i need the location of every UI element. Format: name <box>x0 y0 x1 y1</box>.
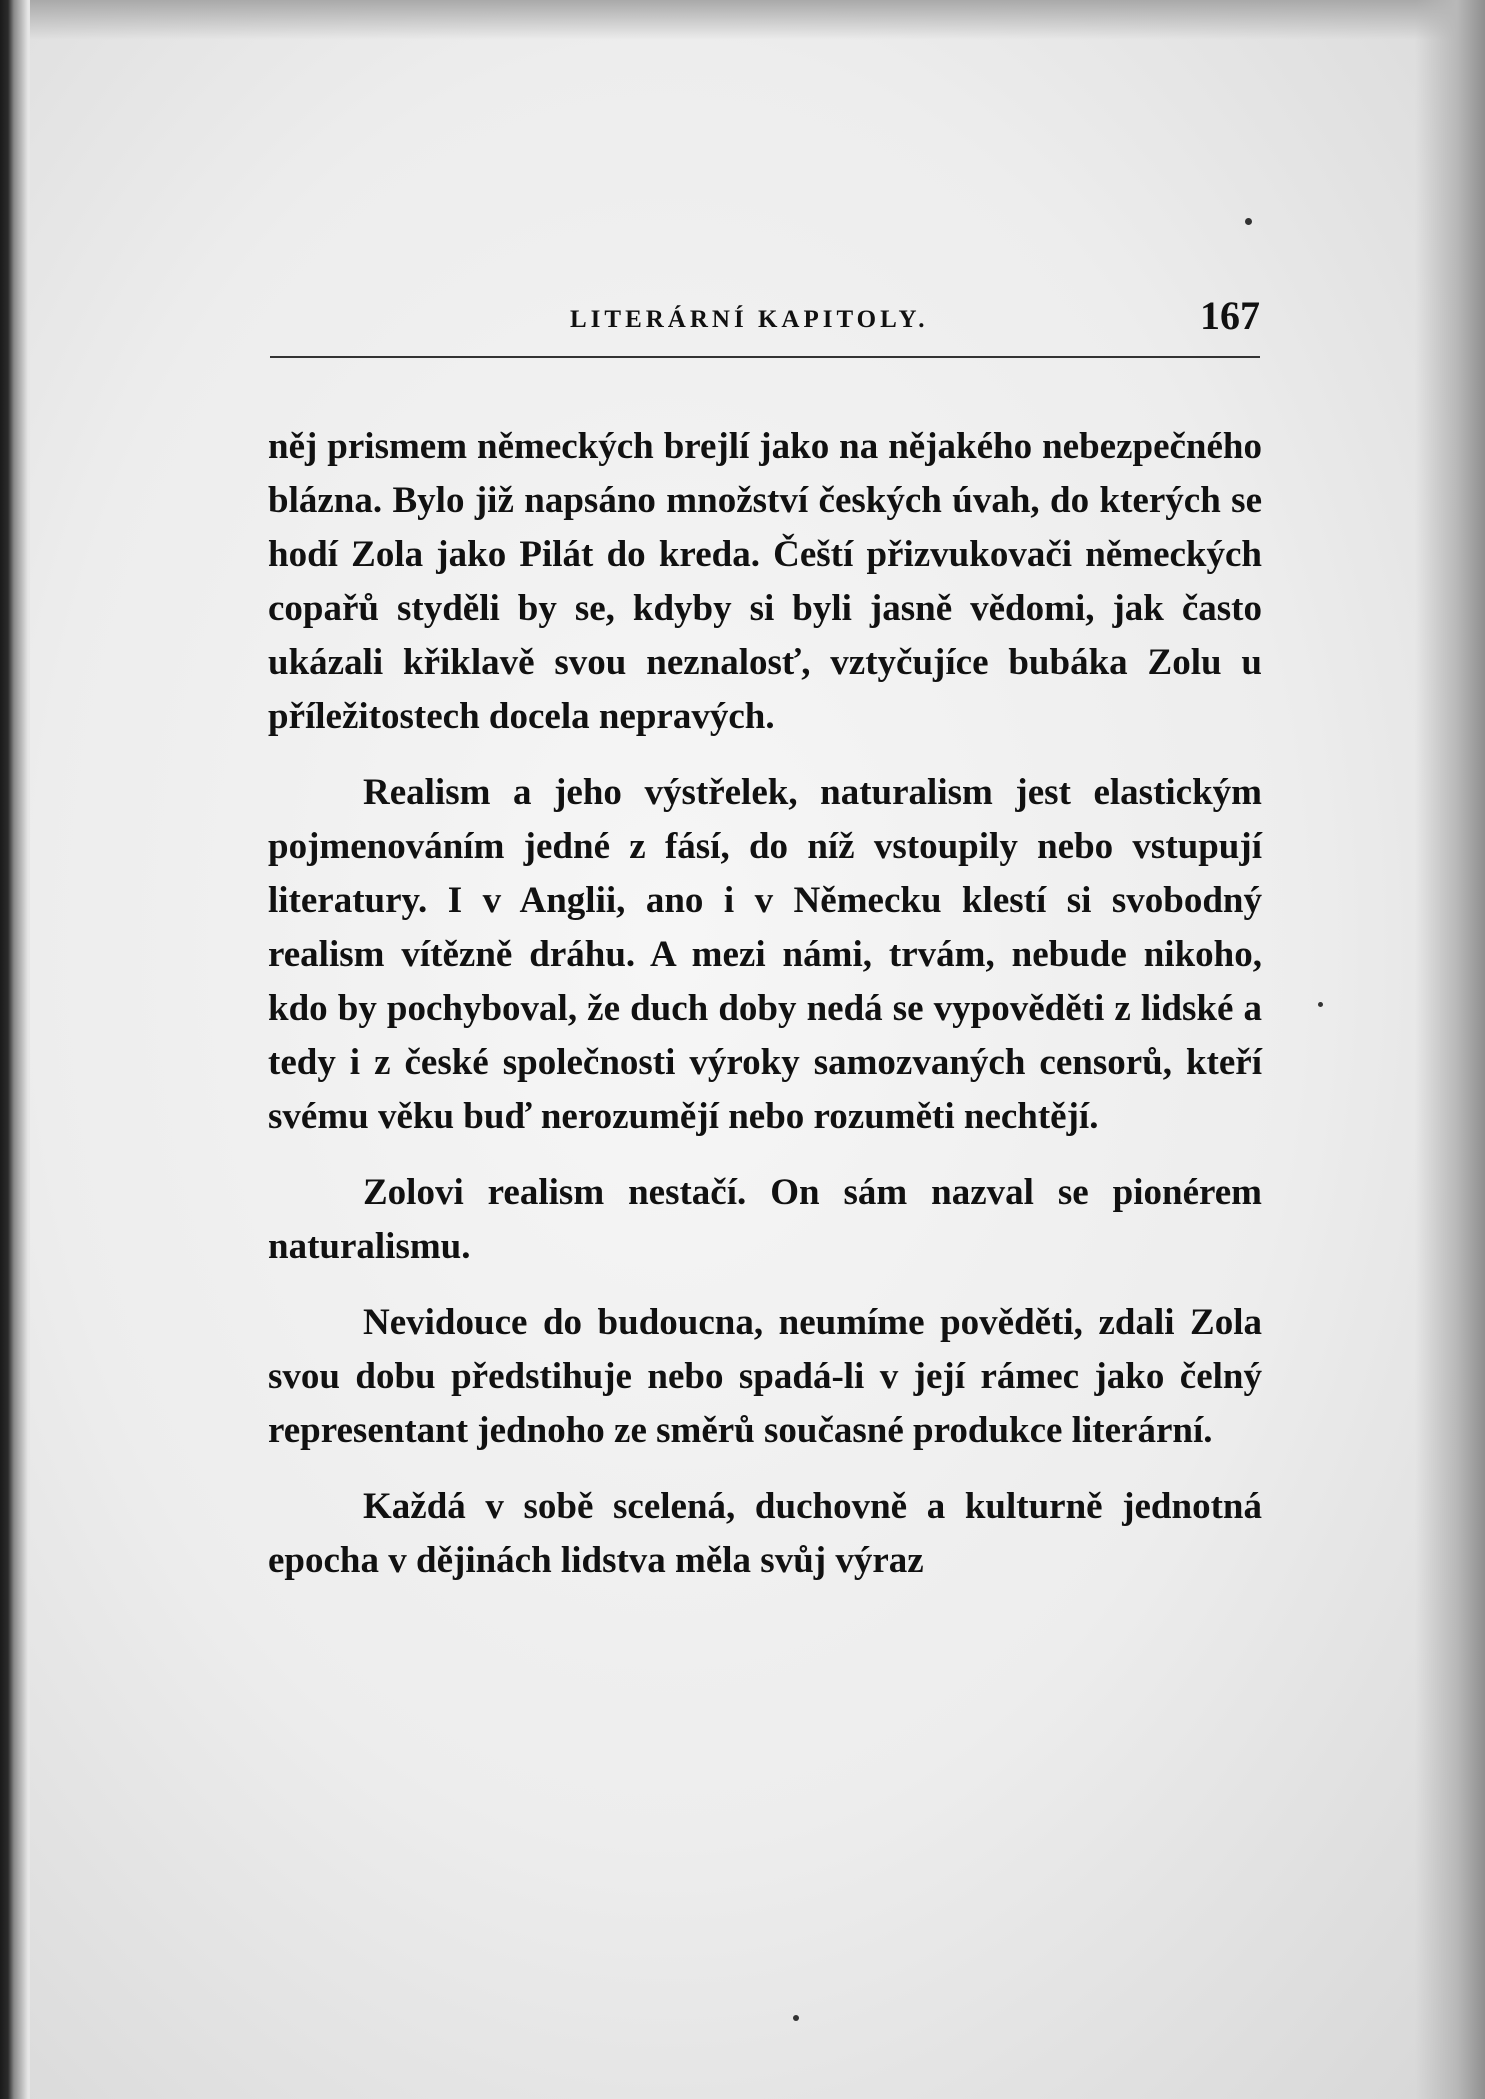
paragraph: Každá v sobě scelená, duchovně a kulturně jednotná epocha v dějinách lidstva měla svůj výraz <box>268 1486 1262 1581</box>
paragraph: Realism a jeho výstřelek, naturalism jest elastickým pojmenováním jedné z fásí, do níž vstoupily nebo vstupují literatury. I v Anglii, ano i v Německu klestí si svobodný realism vítězně dráhu. A mezi námi, trvám, nebude nikoho, kdo by pochyboval, že duch doby nedá se vypověděti z lidské a tedy i z české společnosti výroky samozvaných censorů, kteří svému věku buď nerozumějí nebo rozuměti nechtějí. <box>268 772 1262 1137</box>
page-number: 167 <box>1200 293 1260 338</box>
dust-speck <box>793 2015 799 2021</box>
header-rule <box>270 356 1260 358</box>
page-header <box>270 292 1260 342</box>
page-left-binding-edge <box>0 0 30 2099</box>
paragraph: Zolovi realism nestačí. On sám nazval se pionérem naturalismu. <box>268 1172 1262 1267</box>
page-right-shadow <box>1415 0 1485 2099</box>
paragraph: něj prismem německých brejlí jako na nějakého nebezpečného blázna. Bylo již napsáno množství českých úvah, do kterých se hodí Zola jako Pilát do kreda. Čeští přizvukovači německých copařů styděli by se, kdyby si byli jasně vědomi, jak často ukázali křiklavě svou neznalosť, vztyčujíce bubáka Zolu u příležitostech docela nepravých. <box>268 426 1262 737</box>
running-title: LITERÁRNÍ KAPITOLY. <box>570 306 929 333</box>
paragraph: Nevidouce do budoucna, neumíme pověděti, zdali Zola svou dobu předstihuje nebo spadá-li v její rámec jako čelný representant jednoho ze směrů současné produkce literární. <box>268 1302 1262 1451</box>
dust-speck <box>1318 1002 1323 1007</box>
dust-speck <box>1245 218 1252 225</box>
body-text <box>268 420 1262 1588</box>
page-top-shadow <box>0 0 1485 40</box>
